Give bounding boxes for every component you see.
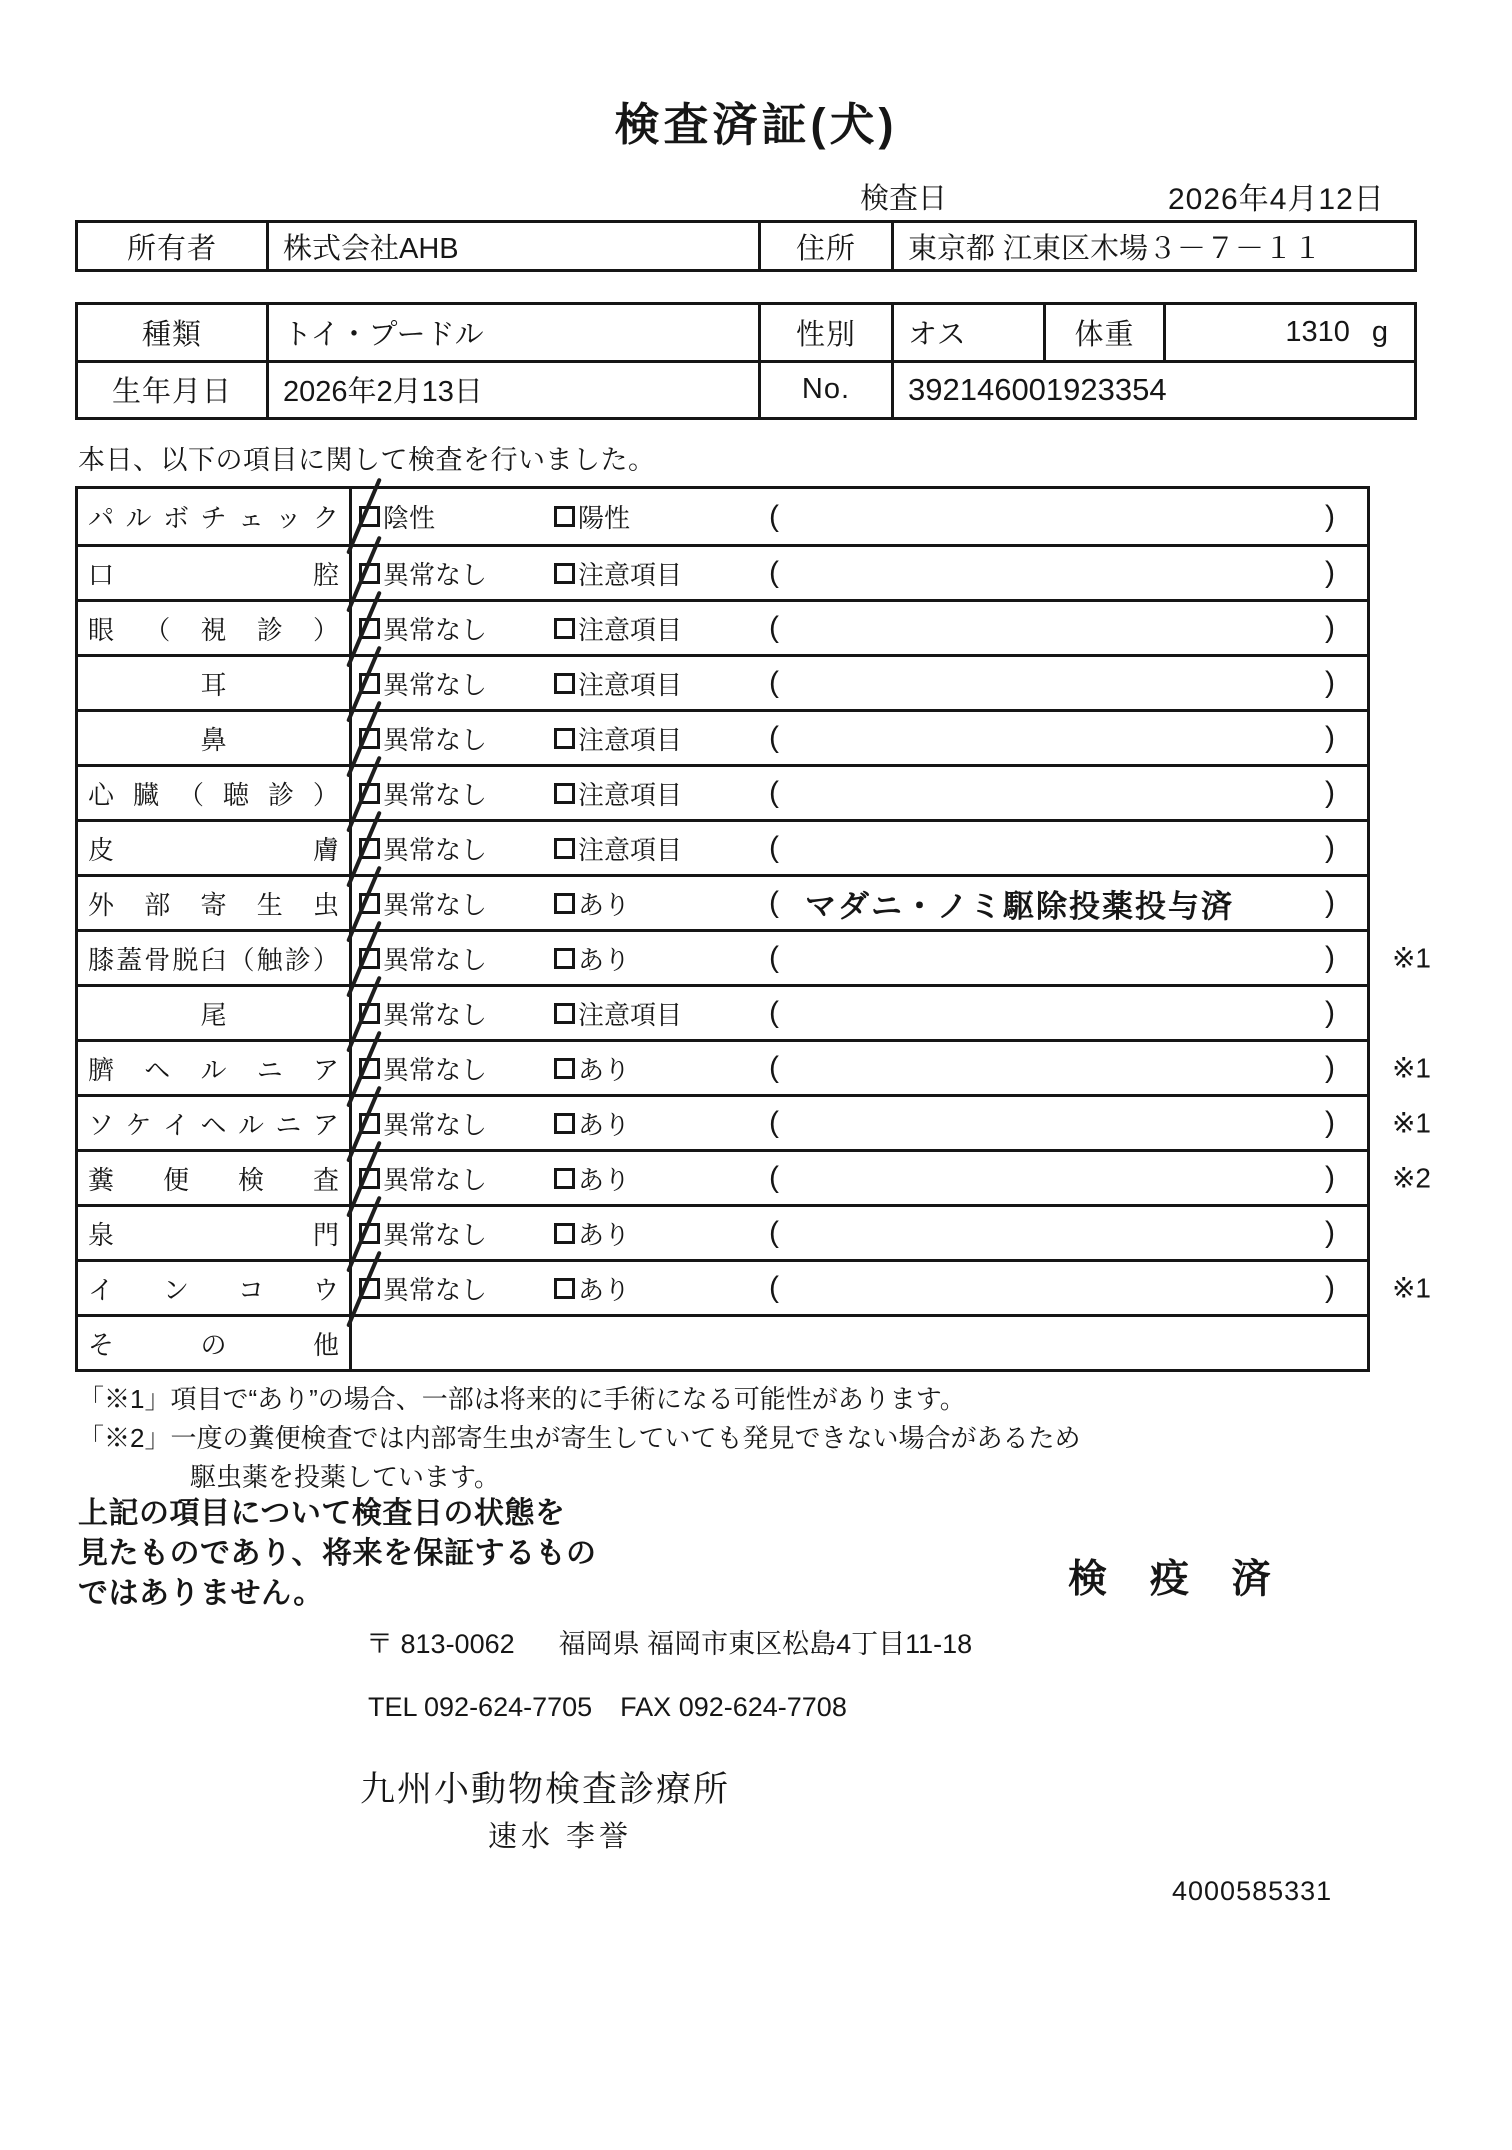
paren-open: (: [769, 666, 779, 699]
option-label: あり: [578, 944, 631, 975]
option-opt1: [359, 885, 554, 922]
inspection-date-label: 検査日: [860, 183, 948, 215]
footnote-marker: ※1: [1391, 1272, 1431, 1304]
checklist-item-name: 糞 便 検 査: [78, 1152, 352, 1204]
disclaimer-block: [78, 1494, 597, 1614]
checklist-item-name: そ の 他: [78, 1317, 352, 1369]
option-opt1: [359, 1215, 554, 1252]
option-opt2: [554, 775, 769, 812]
clinic-tel-line: [368, 1692, 847, 1723]
option-opt1: [359, 775, 554, 812]
weight-unit: g: [1371, 315, 1388, 348]
checklist-row: [78, 929, 1431, 984]
checklist-row: [78, 1039, 1431, 1094]
checklist-row-options: [352, 489, 1367, 544]
paren-open: (: [769, 721, 779, 754]
option-opt2: [554, 610, 769, 647]
number-value: 392146001923354: [891, 363, 1414, 418]
disclaimer-line-1: 上記の項目について検査日の状態を: [78, 1497, 566, 1530]
owner-address-label: 住所: [758, 223, 891, 269]
checklist-row: [78, 1259, 1431, 1314]
option-opt1: [359, 1105, 554, 1142]
footnote-marker: ※1: [1391, 942, 1431, 974]
paren-open: (: [769, 556, 779, 589]
option-opt2: [554, 885, 769, 922]
checklist-row: [78, 819, 1367, 874]
checkbox-icon: [554, 1113, 575, 1134]
option-label: 注意項目: [578, 779, 683, 810]
option-label: 異常なし: [383, 1109, 488, 1140]
checklist-row: [78, 654, 1367, 709]
option-opt2: [554, 1105, 769, 1142]
option-opt1: [359, 665, 554, 702]
checklist-row-options: [352, 712, 1367, 764]
paren-close: ): [1325, 1271, 1335, 1304]
checklist-row-options: [352, 877, 1367, 929]
option-label: 異常なし: [383, 669, 488, 700]
page-title: 検査済証(犬): [614, 99, 898, 150]
option-opt1: [359, 1270, 554, 1307]
species-label: 種類: [141, 318, 202, 351]
checklist-item-name: イ ン コ ウ: [78, 1262, 352, 1314]
paren-close: ): [1325, 1216, 1335, 1249]
checklist-item-name: パ ル ボ チ ェ ッ ク: [78, 489, 352, 544]
option-label: 注意項目: [578, 559, 683, 590]
paren-open: (: [769, 1106, 779, 1139]
option-label: 注意項目: [578, 999, 683, 1030]
checklist-item-name: 臍 ヘ ル ニ ア: [78, 1042, 352, 1094]
paren-close: ): [1325, 776, 1335, 809]
paren-open: (: [769, 1216, 779, 1249]
owner-row: [78, 223, 1414, 269]
checkbox-icon: [554, 1168, 575, 1189]
option-label: 異常なし: [383, 779, 488, 810]
option-label: 異常なし: [383, 1164, 488, 1195]
option-opt1: [359, 555, 554, 592]
checklist-row-options: [352, 932, 1367, 984]
species-value: トイ・プードル: [266, 305, 758, 360]
paren-close: ): [1325, 666, 1335, 699]
paren-open: (: [769, 1271, 779, 1304]
checklist-row: [78, 874, 1367, 929]
option-label: 異常なし: [383, 559, 488, 590]
option-label: あり: [578, 1109, 631, 1140]
footnote-marker: ※2: [1391, 1162, 1431, 1194]
option-label: 異常なし: [383, 614, 488, 645]
checklist-row: [78, 489, 1367, 544]
option-label: 注意項目: [578, 724, 683, 755]
option-opt2: [554, 1160, 769, 1197]
option-label: あり: [578, 1274, 631, 1305]
option-opt2: [554, 498, 769, 535]
option-opt2: [554, 1270, 769, 1307]
checklist-row-options: [352, 1317, 1367, 1369]
footnote-marker: ※1: [1391, 1107, 1431, 1139]
option-opt1: [359, 720, 554, 757]
paren-close: ): [1325, 611, 1335, 644]
checklist-row: [78, 984, 1367, 1039]
option-label: 注意項目: [578, 834, 683, 865]
postal-code-value: 813-0062: [400, 1629, 515, 1659]
postal-code: [366, 1622, 515, 1661]
weight-value: 1310: [1285, 315, 1350, 348]
option-opt1: [359, 940, 554, 977]
option-opt2: [554, 555, 769, 592]
checkbox-icon: [554, 673, 575, 694]
option-label: 異常なし: [383, 999, 488, 1030]
row-remark-value: マダニ・ノミ駆除投薬投与済: [805, 888, 1234, 924]
clinic-address: 福岡県 福岡市東区松島4丁目11-18: [558, 1629, 973, 1659]
option-label: あり: [578, 1054, 631, 1085]
paren-close: ): [1325, 886, 1335, 919]
checklist-row: [78, 599, 1367, 654]
owner-address-value: 東京都 江東区木場３－７－１１: [891, 223, 1414, 269]
checklist-row-options: [352, 1262, 1367, 1314]
paren-open: (: [769, 996, 779, 1029]
intro-sentence: 本日、以下の項目に関して検査を行いました。: [78, 445, 656, 475]
paren-open: (: [769, 1161, 779, 1194]
checkbox-icon: [554, 1278, 575, 1299]
checkbox-icon: [554, 1223, 575, 1244]
paren-close: ): [1325, 1051, 1335, 1084]
paren-close: ): [1325, 1106, 1335, 1139]
checklist-row-options: [352, 1042, 1367, 1094]
paren-close: ): [1325, 941, 1335, 974]
disclaimer-line-2: 見たものであり、将来を保証するもの: [78, 1537, 597, 1570]
checklist-row: [78, 544, 1367, 599]
owner-value: 株式会社AHB: [266, 223, 758, 269]
birth-value: 2026年2月13日: [266, 363, 758, 418]
birth-label: 生年月日: [111, 376, 232, 409]
weight-label: 体重: [1043, 305, 1163, 360]
paren-close: ): [1325, 556, 1335, 589]
option-opt2: [554, 1215, 769, 1252]
checklist-item-name: 耳: [78, 657, 352, 709]
checkbox-icon: [554, 563, 575, 584]
checklist-row: [78, 709, 1367, 764]
number-label: No.: [758, 363, 891, 418]
owner-info-table: [75, 220, 1417, 272]
checklist-item-name: 膝 蓋 骨 脱 臼 （ 触 診 ）: [78, 932, 352, 984]
checklist-row: [78, 1314, 1367, 1369]
paren-close: ): [1325, 1161, 1335, 1194]
checkbox-icon: [554, 893, 575, 914]
option-label: あり: [578, 1164, 631, 1195]
checklist-row-options: [352, 602, 1367, 654]
checklist-item-name: ソ ケ イ ヘ ル ニ ア: [78, 1097, 352, 1149]
birth-row: [78, 360, 1414, 418]
option-label: 注意項目: [578, 669, 683, 700]
paren-open: (: [769, 831, 779, 864]
clinic-signer: 速水 李誉: [488, 1821, 633, 1853]
option-label: 異常なし: [383, 724, 488, 755]
option-label: 異常なし: [383, 1274, 488, 1305]
checklist-item-name: 皮 膚: [78, 822, 352, 874]
checklist-row-options: [352, 987, 1367, 1039]
option-label: あり: [578, 889, 631, 920]
checkbox-icon: [554, 728, 575, 749]
footnote-2-continued: 駆虫薬を投薬しています。: [190, 1462, 500, 1492]
weight-value-cell: [1163, 305, 1414, 360]
checkbox-icon: [554, 948, 575, 969]
clinic-name: 九州小動物検査診療所: [360, 1770, 731, 1809]
option-opt1: [359, 830, 554, 867]
checklist-row-options: [352, 767, 1367, 819]
checklist-item-name: 泉 門: [78, 1207, 352, 1259]
paren-open: (: [769, 611, 779, 644]
checkbox-icon: [554, 506, 575, 527]
checkbox-icon: [554, 783, 575, 804]
serial-number: 4000585331: [1172, 1876, 1333, 1906]
checkbox-icon: [554, 838, 575, 859]
checklist-row-options: [352, 657, 1367, 709]
footnote-1: 「※1」項目で“あり”の場合、一部は将来的に手術になる可能性があります。: [78, 1384, 966, 1414]
option-opt2: [554, 1050, 769, 1087]
checklist-item-name: 尾: [78, 987, 352, 1039]
option-opt2: [554, 995, 769, 1032]
option-opt2: [554, 665, 769, 702]
checklist-item-name: 眼 （ 視 診 ）: [78, 602, 352, 654]
option-label: 異常なし: [383, 1054, 488, 1085]
checkbox-icon: [554, 1058, 575, 1079]
sex-value: オス: [891, 305, 1043, 360]
option-opt1: [359, 995, 554, 1032]
option-label: 陽性: [578, 503, 631, 533]
clinic-tel: TEL 092-624-7705: [368, 1692, 593, 1722]
paren-close: ): [1325, 831, 1335, 864]
examination-checklist-table: [75, 486, 1431, 1372]
checklist-row-options: [352, 1207, 1367, 1259]
pet-info-table: [75, 302, 1417, 420]
checklist-row: [78, 1149, 1431, 1204]
footnotes-block: [78, 1380, 1080, 1497]
checklist-row: [78, 1094, 1431, 1149]
disclaimer-line-3: ではありません。: [78, 1577, 324, 1610]
checklist-item-name: 鼻: [78, 712, 352, 764]
paren-close: ): [1325, 721, 1335, 754]
checkbox-icon: [554, 1003, 575, 1024]
paren-open: (: [769, 499, 779, 533]
owner-label: 所有者: [126, 232, 217, 265]
checklist-item-name: 口 腔: [78, 547, 352, 599]
option-label: 異常なし: [383, 889, 488, 920]
inspection-date-value: 2026年4月12日: [1168, 183, 1385, 216]
checklist-item-name: 外 部 寄 生 虫: [78, 877, 352, 929]
option-opt1: [359, 498, 554, 535]
option-opt2: [554, 830, 769, 867]
checklist-row-options: [352, 1152, 1367, 1204]
paren-open: (: [769, 886, 779, 919]
option-label: 陰性: [383, 503, 436, 533]
option-opt1: [359, 610, 554, 647]
option-opt2: [554, 940, 769, 977]
quarantine-cleared-stamp: 検 疫 済: [1068, 1558, 1287, 1601]
option-label: 異常なし: [383, 834, 488, 865]
paren-open: (: [769, 1051, 779, 1084]
checklist-row-options: [352, 1097, 1367, 1149]
footnote-marker: ※1: [1391, 1052, 1431, 1084]
paren-close: ): [1325, 996, 1335, 1029]
option-label: あり: [578, 1219, 631, 1250]
checklist-row: [78, 1204, 1367, 1259]
option-label: 異常なし: [383, 944, 488, 975]
paren-open: (: [769, 941, 779, 974]
checklist-row-options: [352, 822, 1367, 874]
footnote-2: 「※2」一度の糞便検査では内部寄生虫が寄生していても発見できない場合があるため: [78, 1423, 1081, 1453]
postal-mark: 〒: [366, 1629, 393, 1659]
checklist-row-options: [352, 547, 1367, 599]
paren-open: (: [769, 776, 779, 809]
checklist-row: [78, 764, 1367, 819]
option-opt1: [359, 1160, 554, 1197]
species-row: [78, 305, 1414, 360]
checkbox-icon: [554, 618, 575, 639]
sex-label: 性別: [758, 305, 891, 360]
paren-close: ): [1325, 499, 1335, 533]
clinic-fax: FAX 092-624-7708: [620, 1692, 847, 1722]
checklist-item-name: 心 臓 （ 聴 診 ）: [78, 767, 352, 819]
option-opt2: [554, 720, 769, 757]
option-label: 異常なし: [383, 1219, 488, 1250]
option-opt1: [359, 1050, 554, 1087]
clinic-postal-line: [366, 1622, 972, 1661]
option-label: 注意項目: [578, 614, 683, 645]
